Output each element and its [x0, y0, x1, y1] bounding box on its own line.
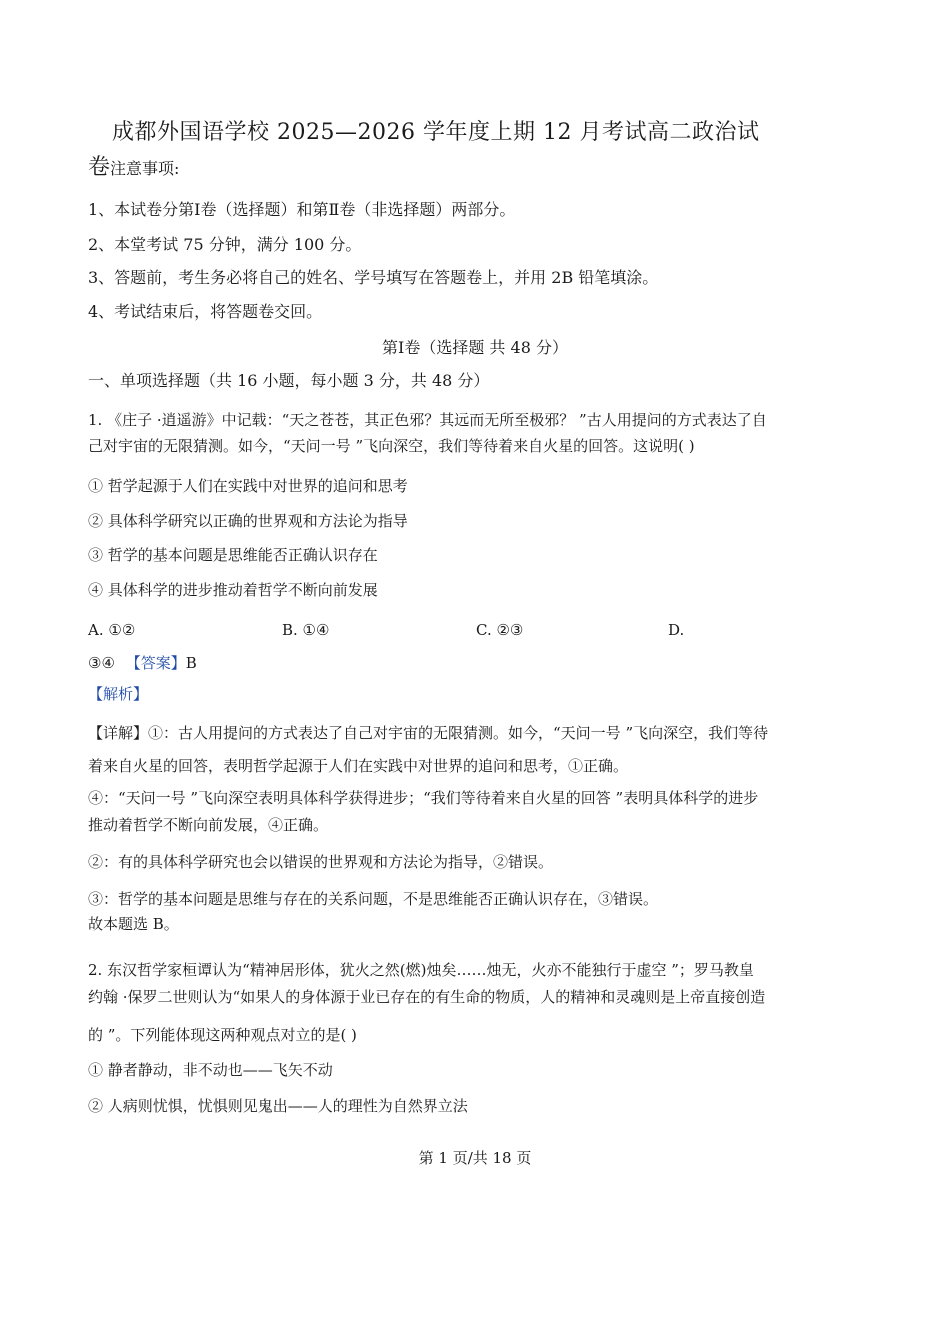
subsection-title: 一、单项选择题（共 16 小题，每小题 3 分，共 48 分）	[88, 371, 490, 390]
notice-item: 4、考试结束后，将答题卷交回。	[88, 302, 323, 321]
q2-stem-line: 的 ”。下列能体现这两种观点对立的是( )	[88, 1026, 357, 1044]
q1-detail-line: 故本题选 B。	[88, 915, 179, 933]
answer-value: B	[185, 654, 197, 672]
notice-item: 2、本堂考试 75 分钟，满分 100 分。	[88, 235, 362, 254]
q2-stem-line: 2. 东汉哲学家桓谭认为“精神居形体，犹火之然(燃)烛矣……烛无，火亦不能独行于虚空 ”；罗马教皇	[88, 961, 754, 979]
answer-label: 【答案】	[125, 654, 186, 672]
q1-detail-line: 推动着哲学不断向前发展，④正确。	[88, 816, 329, 834]
q1-option-d-continued: ③④	[88, 654, 115, 672]
exam-title-last-char: 卷	[88, 155, 111, 180]
q1-detail-line: 【详解】①：古人用提问的方式表达了自己对宇宙的无限猜测。如今，“天问一号 ”飞向深空，我们等待	[88, 724, 769, 742]
page-number: 第 1 页/共 18 页	[418, 1149, 532, 1167]
q1-detail-line: ②：有的具体科学研究也会以错误的世界观和方法论为指导，②错误。	[88, 853, 554, 871]
q1-statement: ② 具体科学研究以正确的世界观和方法论为指导	[88, 512, 408, 530]
exam-title-continuation	[88, 153, 179, 184]
q1-answer-line	[88, 653, 197, 673]
analysis-label: 【解析】	[88, 685, 149, 703]
q1-statement: ③ 哲学的基本问题是思维能否正确认识存在	[88, 546, 378, 564]
q1-option-b: B. ①④	[282, 621, 330, 639]
q1-option-c: C. ②③	[476, 621, 524, 639]
q1-detail-line: ③：哲学的基本问题是思维与存在的关系问题，不是思维能否正确认识存在，③错误。	[88, 890, 659, 908]
q2-statement: ① 静者静动，非不动也——飞矢不动	[88, 1061, 333, 1079]
q2-statement: ② 人病则忧惧，忧惧则见鬼出——人的理性为自然界立法	[88, 1097, 468, 1115]
q2-stem-line: 约翰 ·保罗二世则认为“如果人的身体源于业已存在的有生命的物质，人的精神和灵魂则是上帝直接创造	[88, 988, 766, 1006]
q1-option-a: A. ①②	[88, 621, 136, 639]
q1-detail-line: 着来自火星的回答，表明哲学起源于人们在实践中对世界的追问和思考，①正确。	[88, 757, 629, 775]
q1-option-d: D.	[668, 621, 685, 639]
notice-item: 3、答题前，考生务必将自己的姓名、学号填写在答题卷上，并用 2B 铅笔填涂。	[88, 268, 659, 287]
q1-stem-line: 1. 《庄子 ·逍遥游》中记载：“天之苍苍，其正色邪？其远而无所至极邪？ ”古人用提问的方式表达了自	[88, 411, 767, 429]
q1-stem-line: 己对宇宙的无限猜测。如今，“天问一号 ”飞向深空，我们等待着来自火星的回答。这说明( )	[88, 437, 695, 455]
exam-title: 成都外国语学校 2025—2026 学年度上期 12 月考试高二政治试	[112, 120, 760, 145]
q1-statement: ① 哲学起源于人们在实践中对世界的追问和思考	[88, 477, 408, 495]
q1-statement: ④ 具体科学的进步推动着哲学不断向前发展	[88, 581, 378, 599]
notice-heading: 注意事项:	[110, 159, 180, 178]
notice-item: 1、本试卷分第Ⅰ卷（选择题）和第Ⅱ卷（非选择题）两部分。	[88, 200, 516, 219]
q1-detail-line: ④：“天问一号 ”飞向深空表明具体科学获得进步；“我们等待着来自火星的回答 ”表明具体科学的进步	[88, 789, 759, 807]
part-title: 第Ⅰ卷（选择题 共 48 分）	[382, 338, 568, 357]
